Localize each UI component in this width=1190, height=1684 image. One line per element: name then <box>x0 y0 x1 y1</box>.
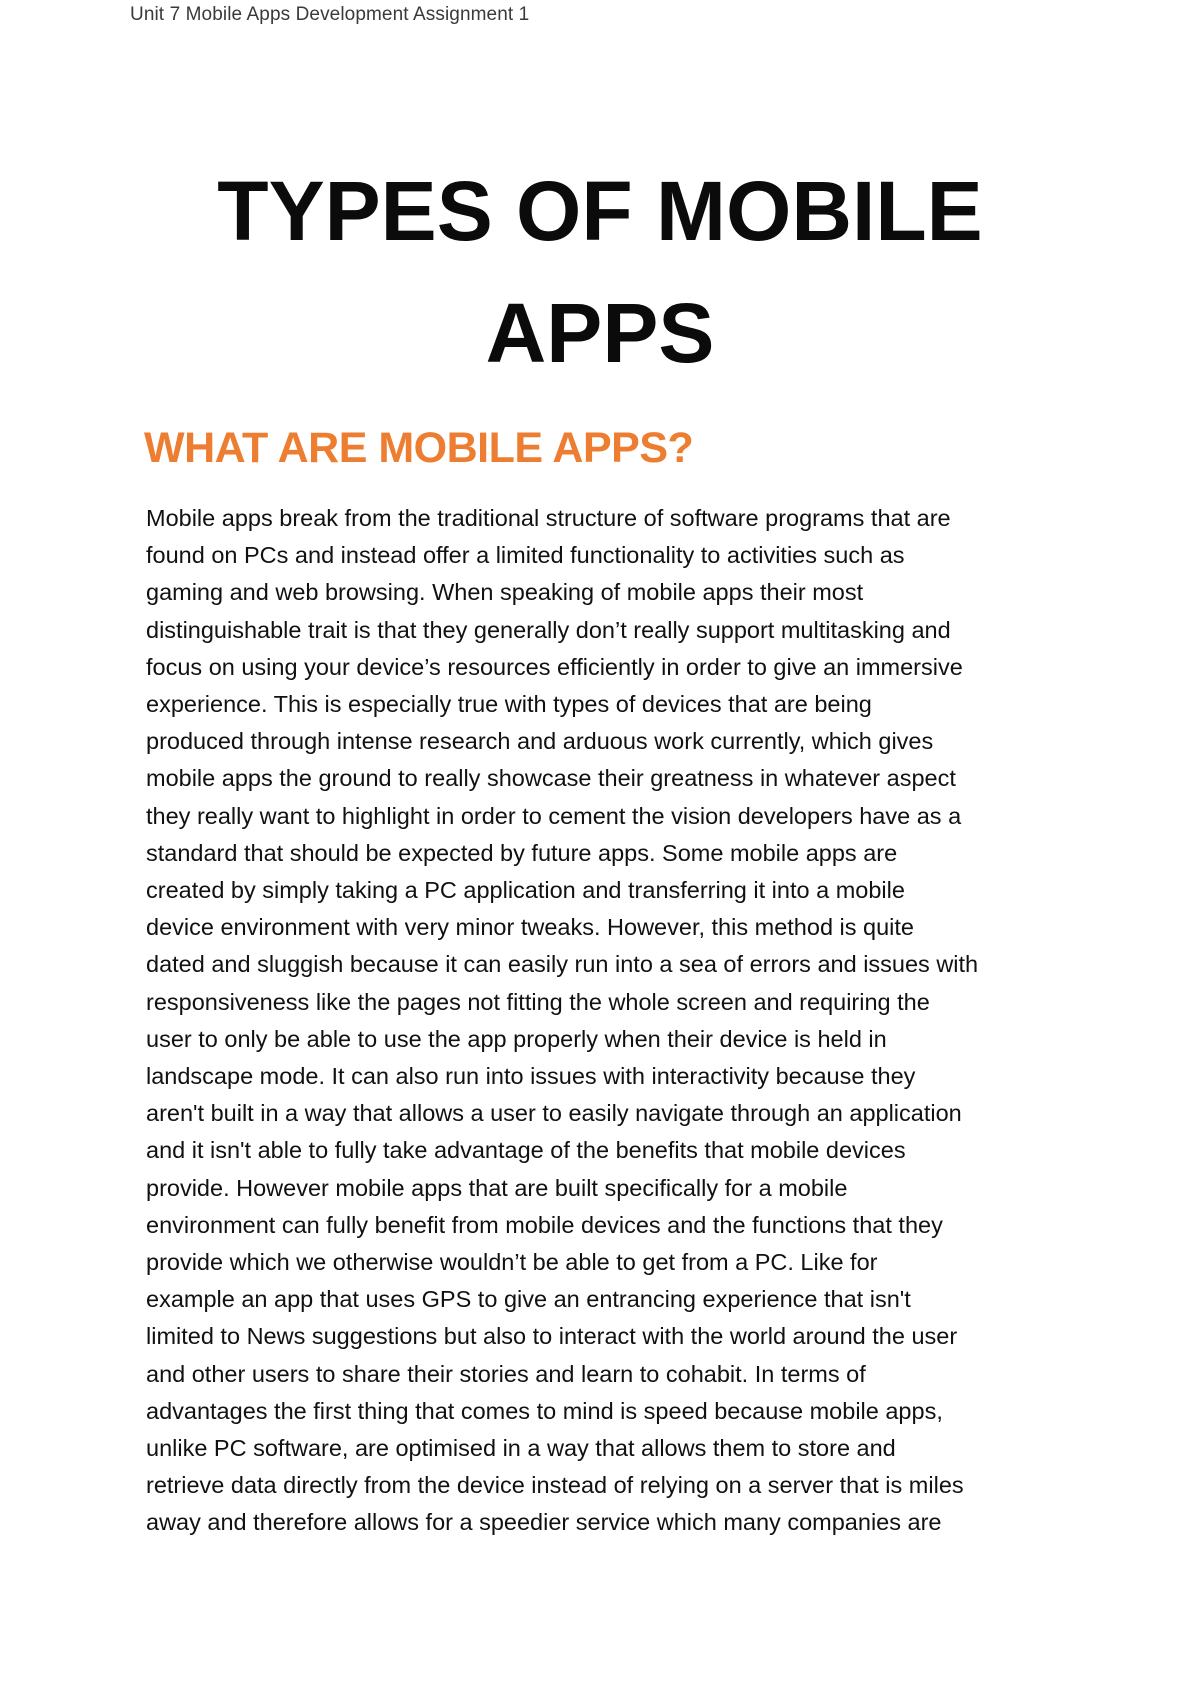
paragraph-line: device environment with very minor tweaks. However, this method is quite <box>146 914 914 941</box>
paragraph-line: standard that should be expected by future apps. Some mobile apps are <box>146 839 898 866</box>
paragraph-line: focus on using your device’s resources efficiently in order to give an immersive <box>146 653 963 680</box>
paragraph-line: produced through intense research and arduous work currently, which gives <box>146 728 934 755</box>
paragraph-line: responsiveness like the pages not fitting the whole screen and requiring the <box>146 988 930 1015</box>
paragraph-line: unlike PC software, are optimised in a way that allows them to store and <box>146 1435 896 1462</box>
paragraph-line: they really want to highlight in order to cement the vision developers have as a <box>146 802 962 829</box>
paragraph-line: created by simply taking a PC application and transferring it into a mobile <box>146 877 905 904</box>
paragraph-line: away and therefore allows for a speedier service which many companies are <box>146 1509 942 1536</box>
paragraph-line: limited to News suggestions but also to interact with the world around the user <box>146 1323 958 1350</box>
paragraph-line: dated and sluggish because it can easily run into a sea of errors and issues with <box>146 951 979 978</box>
paragraph-line: environment can fully benefit from mobile devices and the functions that they <box>146 1211 943 1238</box>
paragraph-line: advantages the first thing that comes to mind is speed because mobile apps, <box>146 1397 943 1424</box>
paragraph-line: landscape mode. It can also run into issues with interactivity because they <box>146 1063 916 1090</box>
paragraph-line: and it isn't able to fully take advantage of the benefits that mobile devices <box>146 1137 906 1164</box>
title-line-1: TYPES OF MOBILE <box>217 164 983 258</box>
running-header: Unit 7 Mobile Apps Development Assignment 1 <box>130 4 530 25</box>
paragraph-line: provide. However mobile apps that are built specifically for a mobile <box>146 1174 848 1201</box>
paragraph-line: provide which we otherwise wouldn’t be able to get from a PC. Like for <box>146 1249 878 1276</box>
paragraph-line: retrieve data directly from the device instead of relying on a server that is miles <box>146 1472 964 1499</box>
paragraph-line: mobile apps the ground to really showcase their greatness in whatever aspect <box>146 765 956 792</box>
paragraph-line: and other users to share their stories and learn to cohabit. In terms of <box>146 1360 866 1387</box>
paragraph-line: Mobile apps break from the traditional structure of software programs that are <box>146 505 951 531</box>
paragraph-line: example an app that uses GPS to give an entrancing experience that isn't <box>146 1286 911 1313</box>
body-paragraph <box>146 500 1066 1542</box>
paragraph-line: gaming and web browsing. When speaking of mobile apps their most <box>146 579 864 606</box>
paragraph-line: aren't built in a way that allows a user to easily navigate through an application <box>146 1100 962 1127</box>
section-heading: WHAT ARE MOBILE APPS? <box>144 424 694 472</box>
title-line-2: APPS <box>485 286 715 380</box>
paragraph-line: user to only be able to use the app properly when their device is held in <box>146 1025 887 1052</box>
document-title <box>130 150 1070 394</box>
paragraph-line: found on PCs and instead offer a limited functionality to activities such as <box>146 542 905 569</box>
paragraph-line: distinguishable trait is that they generally don’t really support multitasking and <box>146 616 951 643</box>
paragraph-line: experience. This is especially true with types of devices that are being <box>146 691 872 718</box>
